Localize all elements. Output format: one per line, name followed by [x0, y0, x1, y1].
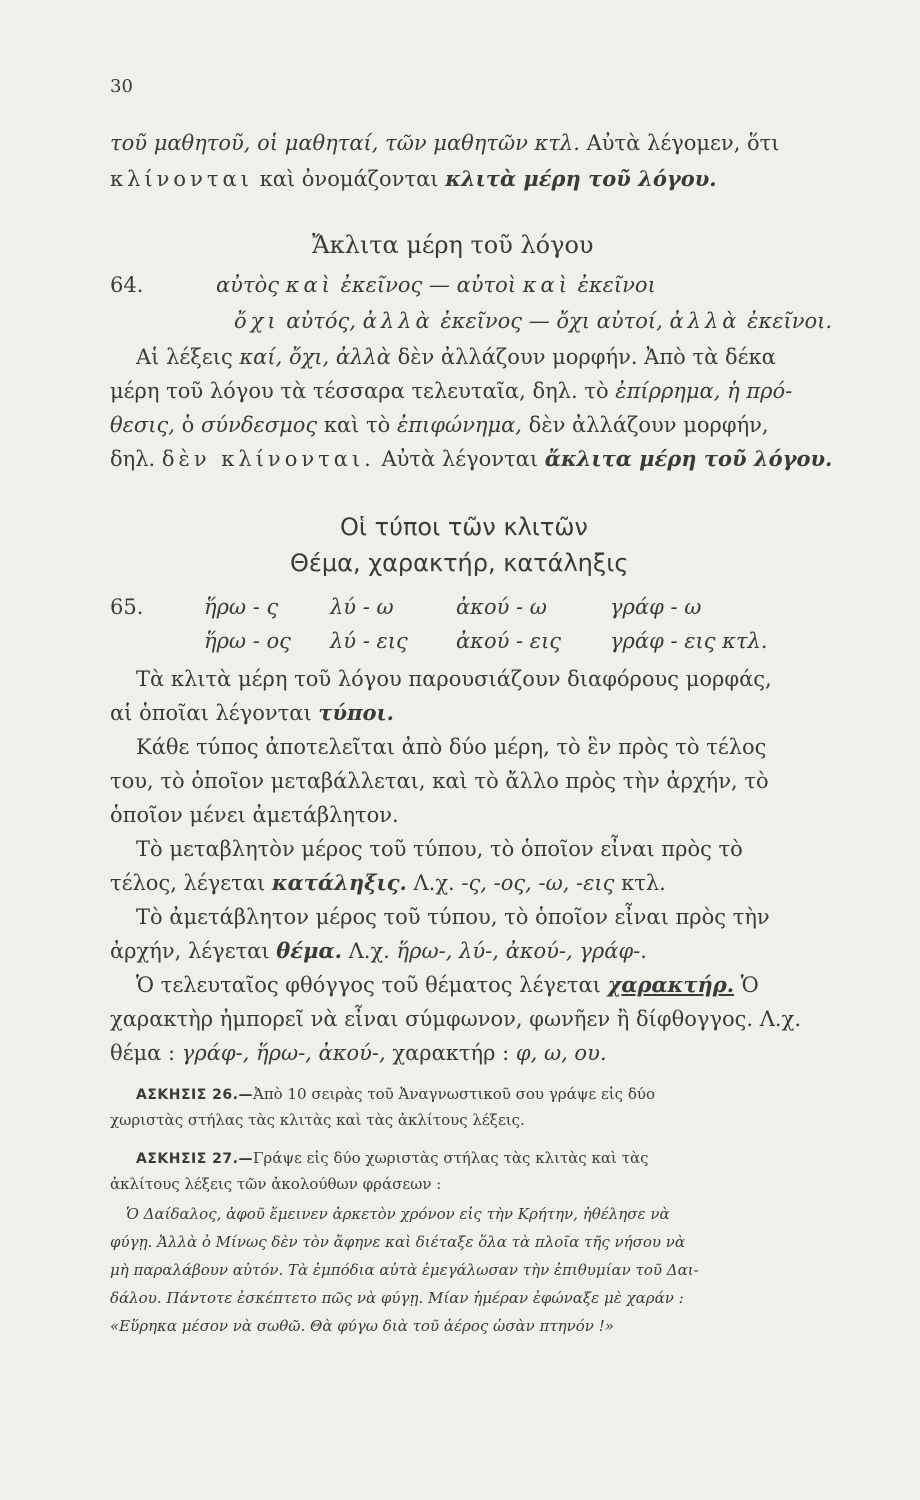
d2-a: ἀρχήν, λέγεται — [110, 939, 270, 963]
e1-c: Ὁ — [740, 973, 759, 997]
a2-a: αἱ ὁποῖαι λέγονται — [110, 701, 312, 725]
ex2-e: αὐτοί, — [596, 309, 663, 333]
paragraph-a-line-2 — [110, 698, 394, 728]
paragraph-e-line-1 — [136, 970, 759, 1000]
intro-line1-text: Αὐτὰ λέγομεν, ὅτι — [586, 131, 780, 155]
paragraph-b-line-2: του, τὸ ὁποῖον μεταβάλλεται, καὶ τὸ ἄλλο πρὸς τὴν ἀρχήν, τὸ — [110, 769, 769, 793]
ex2-b: αὐτός, — [286, 309, 356, 333]
section-subheading: Θέμα, χαρακτήρ, κατάληξις — [290, 549, 629, 577]
p2-b: ἐπίρρημα, — [615, 379, 721, 403]
quote-line-5: «Εὕρηκα μέσον νὰ σωθῶ. Θὰ φύγω διὰ τοῦ ἀέρος ὡσὰν πτηνόν !» — [110, 1317, 614, 1335]
c2-d: -ς, -ος, -ω, -εις — [461, 871, 615, 895]
p2-a: μέρη τοῦ λόγου τὰ τέσσαρα τελευταῖα, δηλ. τὸ — [110, 379, 609, 403]
e3-b: γράφ-, ἥρω-, ἀκού-, — [181, 1041, 386, 1065]
paragraph-64-line-1 — [136, 342, 776, 372]
paragraph-64-line-2 — [110, 376, 792, 406]
e3-d: φ, ω, ου. — [515, 1041, 607, 1065]
quote-line-4: δάλου. Πάντοτε ἐσκέπτετο πῶς νὰ φύγῃ. Μίαν ἡμέραν ἐφώναξε μὲ χαράν : — [110, 1289, 684, 1307]
table-cell-r1c4: γράφ - ω — [610, 595, 702, 619]
table-cell-r2c1: ἥρω - ος — [204, 629, 291, 653]
quote-line-1: Ὁ Δαίδαλος, ἀφοῦ ἔμεινεν ἀρκετὸν χρόνον εἰς τὴν Κρήτην, ἠθέλησε νὰ — [126, 1205, 670, 1223]
paragraph-d-line-2 — [110, 936, 647, 966]
p4-d: ἄκλιτα μέρη τοῦ λόγου. — [544, 446, 833, 471]
p1-b: καί, ὄχι, ἀλλὰ — [239, 345, 391, 369]
p3-c: σύνδεσμος — [200, 413, 318, 437]
exercise-26-line-2: χωριστὰς στήλας τὰς κλιτὰς καὶ τὰς ἀκλίτους λέξεις. — [110, 1111, 525, 1129]
p3-a: θεσις, — [110, 413, 175, 437]
intro-spaced: κλίνονται — [110, 167, 253, 191]
p4-a: δηλ. — [110, 447, 156, 471]
e3-c: χαρακτήρ : — [392, 1041, 510, 1065]
paragraph-d-line-1: Τὸ ἀμετάβλητον μέρος τοῦ τύπου, τὸ ὁποῖον εἶναι πρὸς τὴν — [136, 905, 770, 929]
exercise-27-text: Γράψε εἰς δύο χωριστὰς στήλας τὰς κλιτὰς καὶ τὰς — [252, 1149, 649, 1167]
example-line-2 — [234, 306, 832, 336]
exercise-27-label: ΑΣΚΗΣΙΣ 27.— — [136, 1151, 253, 1167]
c2-b: κατάληξις. — [271, 870, 407, 895]
intro-bold: κλιτὰ μέρη τοῦ λόγου. — [445, 166, 717, 191]
page-number: 30 — [110, 76, 133, 97]
intro-line-1 — [110, 128, 780, 158]
ex2-d: ἐκεῖνος — ὄχι — [440, 309, 590, 333]
section-heading-aklita: Ἄκλιτα μέρη τοῦ λόγου — [312, 231, 594, 259]
c2-c: Λ.χ. — [413, 871, 455, 895]
exercise-27-line-1 — [136, 1146, 649, 1171]
paragraph-b-line-3: ὁποῖον μένει ἀμετάβλητον. — [110, 803, 399, 827]
table-cell-r2c4: γράφ - εις κτλ. — [610, 629, 768, 653]
p3-d: καὶ τὸ — [323, 413, 391, 437]
p4-b: δὲν κλίνονται. — [161, 447, 375, 471]
a2-b: τύποι. — [318, 700, 394, 725]
d2-b: θέμα. — [276, 938, 342, 963]
ex1-b: καὶ — [285, 273, 334, 297]
exercise-27-line-2: ἀκλίτους λέξεις τῶν ἀκολούθων φράσεων : — [110, 1175, 442, 1193]
paragraph-64-line-4 — [110, 444, 832, 474]
p3-e: ἐπιφώνημα, — [396, 413, 522, 437]
section-number-64: 64. — [110, 273, 144, 297]
paragraph-c-line-2 — [110, 868, 666, 898]
paragraph-e-line-2: χαρακτὴρ ἠμπορεῖ νὰ εἶναι σύμφωνον, φωνῆεν ἢ δίφθογγος. Λ.χ. — [110, 1007, 802, 1031]
example-line-1 — [216, 270, 656, 300]
table-cell-r1c1: ἥρω - ς — [204, 595, 279, 619]
paragraph-64-line-3 — [110, 410, 769, 440]
exercise-26-text: Ἀπὸ 10 σειρὰς τοῦ Ἀναγνωστικοῦ σου γράψε εἰς δύο — [252, 1085, 656, 1103]
e1-b: χαρακτήρ. — [607, 972, 735, 997]
paragraph-b-line-1: Κάθε τύπος ἀποτελεῖται ἀπὸ δύο μέρη, τὸ ἓν πρὸς τὸ τέλος — [136, 735, 767, 759]
p4-c: Αὐτὰ λέγονται — [381, 447, 539, 471]
section-heading-typoi: Οἱ τύποι τῶν κλιτῶν — [340, 513, 588, 541]
p2-c: ἡ πρό- — [727, 379, 793, 403]
d2-d: ἥρω-, λύ-, ἀκού-, γράφ-. — [396, 939, 647, 963]
table-cell-r1c2: λύ - ω — [330, 595, 394, 619]
exercise-26-line-1 — [136, 1082, 655, 1107]
paragraph-a-line-1: Τὰ κλιτὰ μέρη τοῦ λόγου παρουσιάζουν διαφόρους μορφάς, — [136, 667, 772, 691]
ex1-d: καὶ — [522, 273, 571, 297]
table-cell-r2c3: ἀκού - εις — [456, 629, 562, 653]
ex2-a: ὄχι — [234, 309, 280, 333]
ex1-c: ἐκεῖνος — αὐτοὶ — [340, 273, 517, 297]
ex2-g: ἐκεῖνοι. — [747, 309, 833, 333]
section-number-65: 65. — [110, 595, 144, 619]
table-cell-r1c3: ἀκού - ω — [456, 595, 547, 619]
p1-c: δὲν ἀλλάζουν μορφήν. Ἀπὸ τὰ δέκα — [397, 345, 776, 369]
ex1-a: αὐτὸς — [216, 273, 279, 297]
p1-a: Αἱ λέξεις — [136, 345, 233, 369]
p3-f: δὲν ἀλλάζουν μορφήν, — [528, 413, 769, 437]
intro-line1-italic: τοῦ μαθητοῦ, οἱ μαθηταί, τῶν μαθητῶν κτλ. — [110, 131, 580, 155]
paragraph-e-line-3 — [110, 1038, 607, 1068]
d2-c: Λ.χ. — [348, 939, 390, 963]
quote-line-3: μὴ παραλάβουν αὐτόν. Τὰ ἐμπόδια αὐτὰ ἐμεγάλωσαν τὴν ἐπιθυμίαν τοῦ Δαι- — [110, 1261, 699, 1279]
c2-a: τέλος, λέγεται — [110, 871, 266, 895]
exercise-26-label: ΑΣΚΗΣΙΣ 26.— — [136, 1087, 253, 1103]
paragraph-c-line-1: Τὸ μεταβλητὸν μέρος τοῦ τύπου, τὸ ὁποῖον εἶναι πρὸς τὸ — [136, 837, 743, 861]
intro-line-2 — [110, 164, 717, 194]
e3-a: θέμα : — [110, 1041, 176, 1065]
e1-a: Ὁ τελευταῖος φθόγγος τοῦ θέματος λέγεται — [136, 973, 601, 997]
quote-line-2: φύγῃ. Ἀλλὰ ὁ Μίνως δὲν τὸν ἄφηνε καὶ διέταξε ὅλα τὰ πλοῖα τῆς νήσου νὰ — [110, 1233, 686, 1251]
ex2-c: ἀλλὰ — [362, 309, 434, 333]
table-cell-r2c2: λύ - εις — [330, 629, 408, 653]
ex2-f: ἀλλὰ — [669, 309, 741, 333]
p3-b: ὁ — [181, 413, 195, 437]
ex1-e: ἐκεῖνοι — [577, 273, 656, 297]
c2-e: κτλ. — [621, 871, 666, 895]
intro-line2-text: καὶ ὀνομάζονται — [259, 167, 439, 191]
